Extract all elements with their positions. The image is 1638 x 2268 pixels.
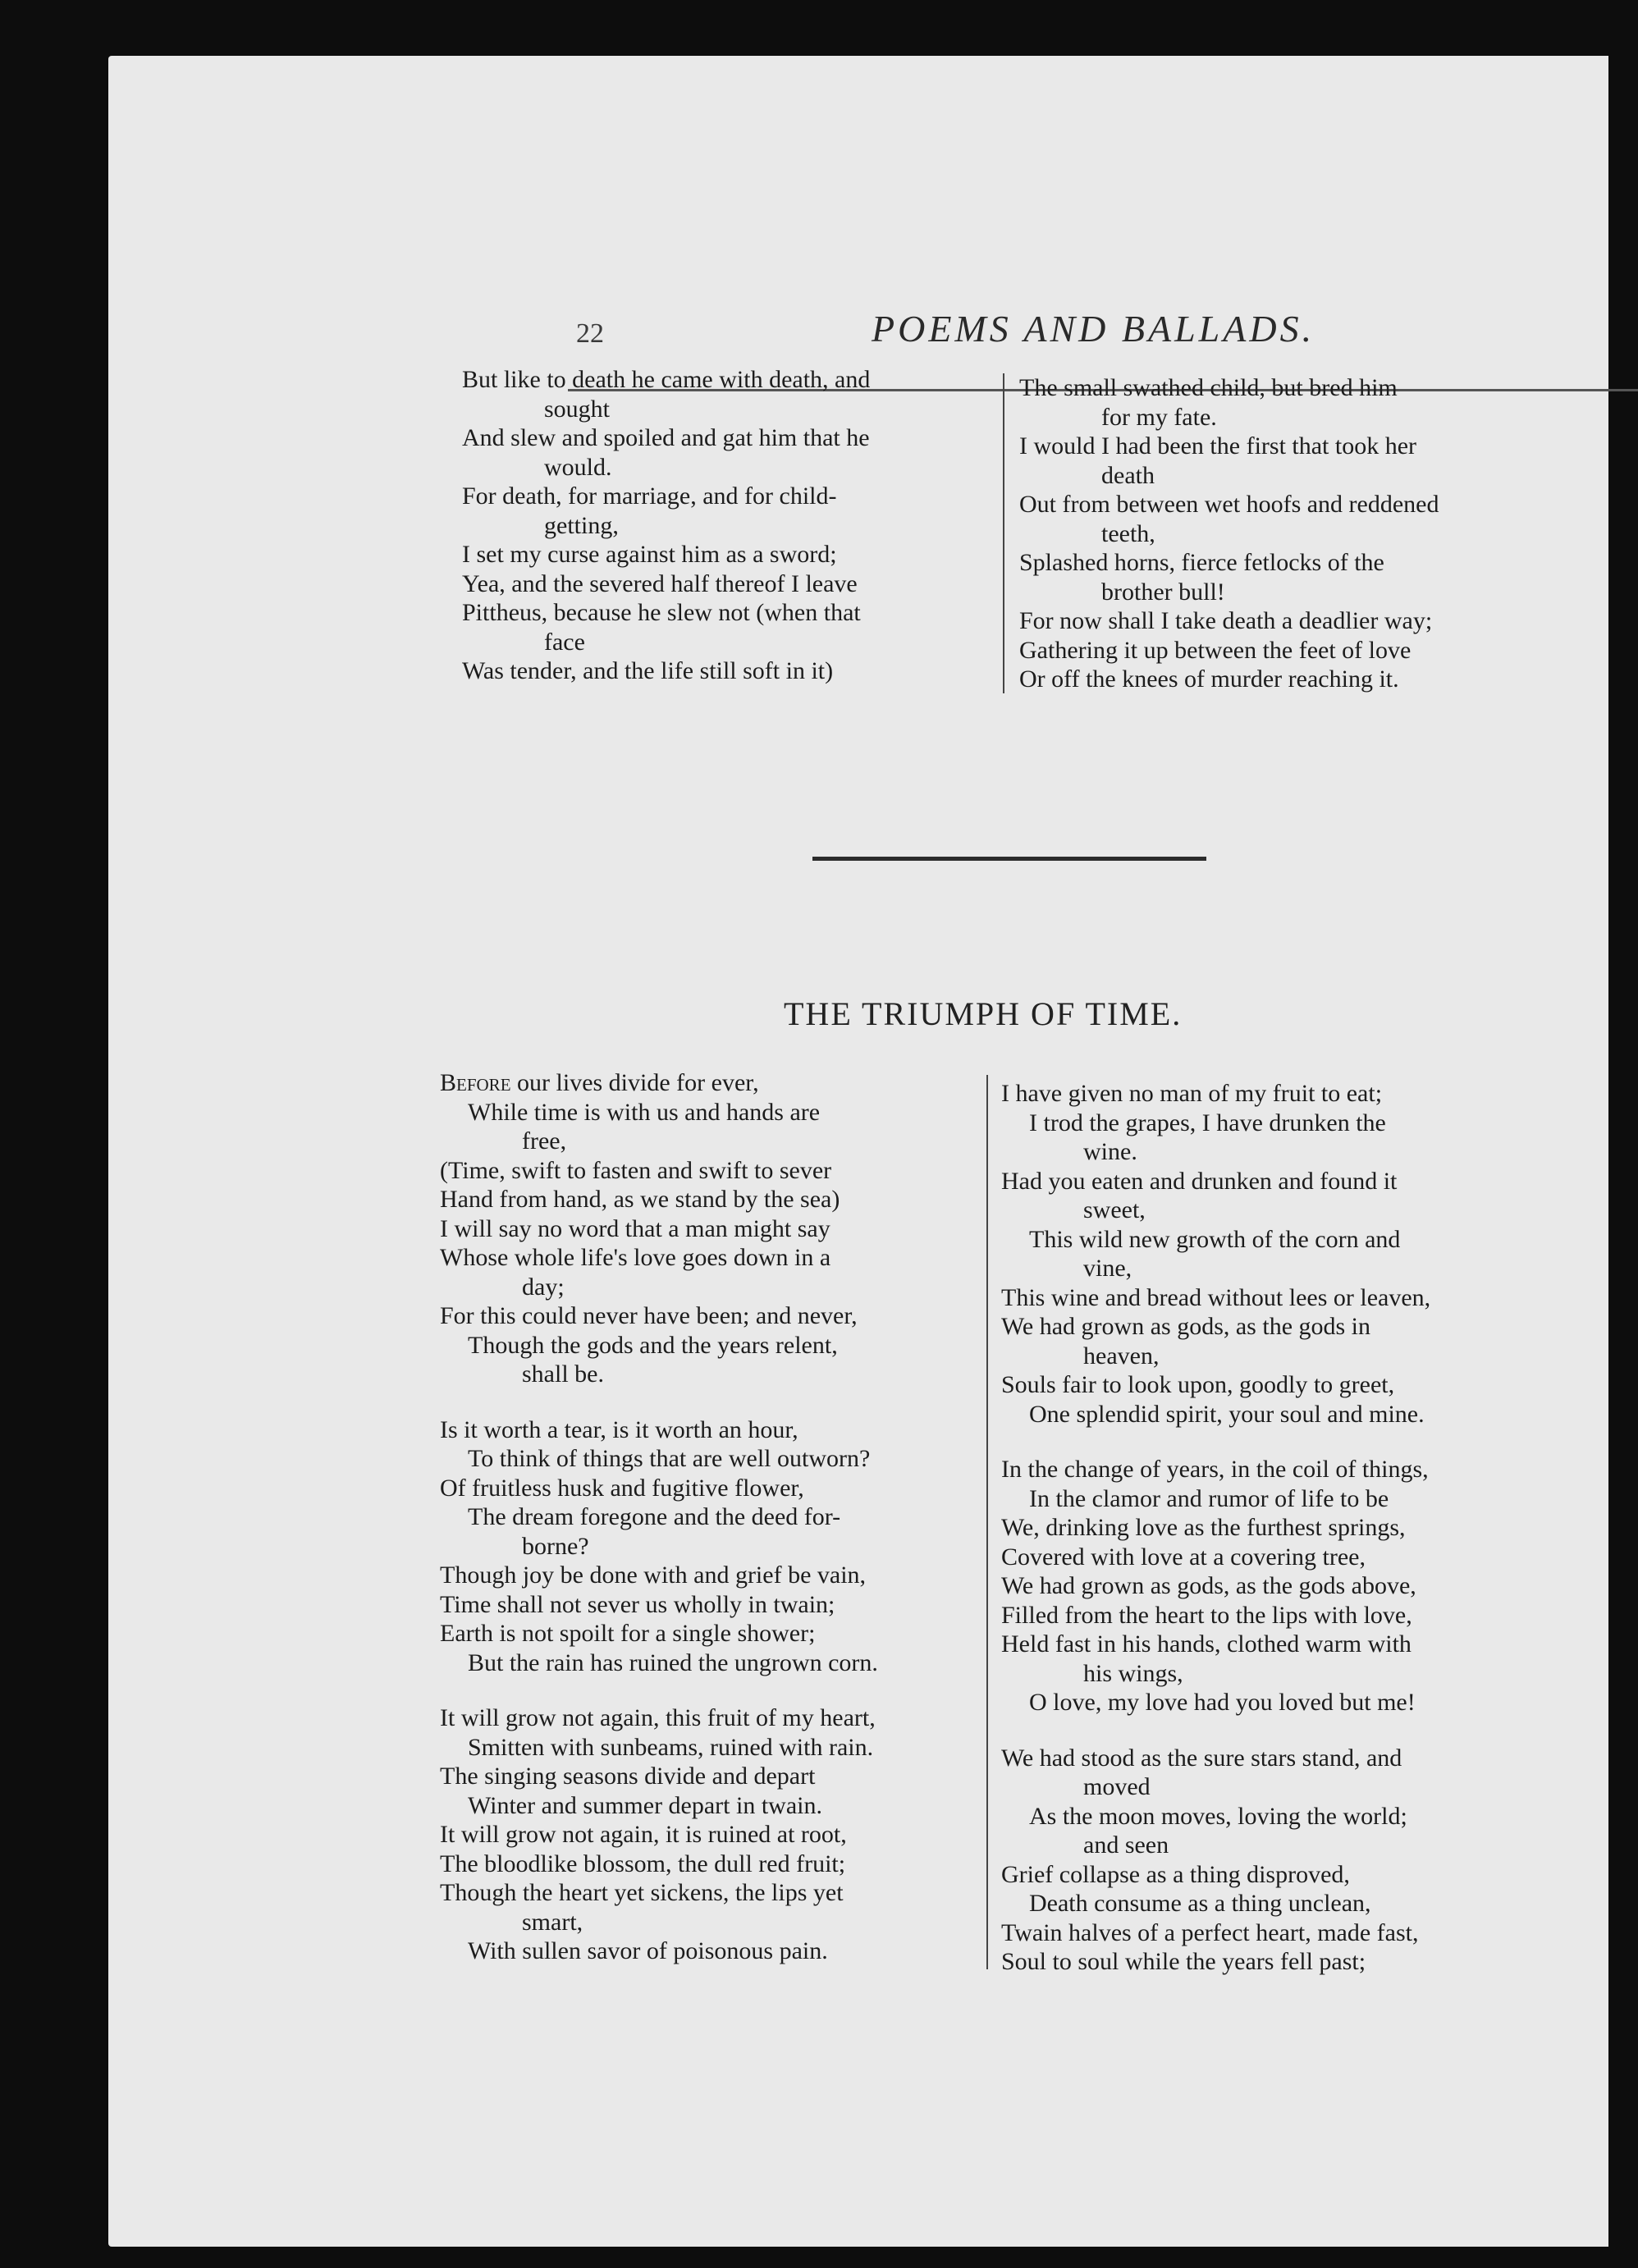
verse-text: Was tender, and the life still soft in it) bbox=[462, 657, 834, 684]
verse-line bbox=[462, 540, 987, 569]
verse-line bbox=[462, 423, 987, 453]
verse-text: wine. bbox=[1083, 1138, 1137, 1165]
verse-line bbox=[1019, 461, 1561, 491]
running-title: POEMS AND BALLADS. bbox=[872, 308, 1315, 350]
verse-text: Filled from the heart to the lips with love, bbox=[1001, 1601, 1412, 1629]
verse-line bbox=[440, 1444, 981, 1474]
verse-text: Earth is not spoilt for a single shower; bbox=[440, 1620, 816, 1647]
verse-text: Death consume as a thing unclean, bbox=[1029, 1890, 1371, 1917]
verse-text: We had grown as gods, as the gods in bbox=[1001, 1313, 1371, 1340]
verse-text: Is it worth a tear, is it worth an hour, bbox=[440, 1415, 798, 1443]
verse-line bbox=[1001, 1601, 1559, 1630]
verse-line bbox=[440, 1415, 981, 1445]
verse-text: Out from between wet hoofs and reddened bbox=[1019, 491, 1439, 518]
verse-text: sweet, bbox=[1083, 1196, 1146, 1223]
verse-line bbox=[1001, 1196, 1559, 1225]
verse-text: Soul to soul while the years fell past; bbox=[1001, 1948, 1366, 1975]
verse-line bbox=[1001, 1167, 1559, 1196]
verse-line bbox=[1001, 1455, 1559, 1484]
verse-text: (Time, swift to fasten and swift to sever bbox=[440, 1156, 832, 1184]
verse-line bbox=[1019, 606, 1561, 636]
verse-text: We had grown as gods, as the gods above, bbox=[1001, 1572, 1416, 1599]
verse-line bbox=[440, 1214, 981, 1244]
verse-text: day; bbox=[522, 1273, 565, 1301]
verse-line bbox=[1019, 578, 1561, 607]
verse-line bbox=[1001, 1889, 1559, 1918]
verse-line bbox=[1019, 519, 1561, 549]
verse-line bbox=[1001, 1688, 1559, 1717]
verse-line bbox=[1019, 403, 1561, 432]
verse-text: Splashed horns, fierce fetlocks of the bbox=[1019, 549, 1384, 576]
verse-line bbox=[462, 395, 987, 424]
verse-text: and seen bbox=[1083, 1831, 1169, 1859]
verse-line bbox=[440, 1561, 981, 1590]
verse-text: Pittheus, because he slew not (when that bbox=[462, 599, 861, 626]
verse-line bbox=[1019, 373, 1561, 403]
poem-column-divider bbox=[986, 1075, 988, 1969]
verse-line bbox=[1001, 1137, 1559, 1167]
page-header bbox=[469, 267, 1638, 350]
verse-text: Yea, and the severed half thereof I leave bbox=[462, 569, 858, 597]
verse-line bbox=[440, 1127, 981, 1156]
page-number: 22 bbox=[576, 318, 604, 349]
poem-title: THE TRIUMPH OF TIME. bbox=[784, 995, 1183, 1032]
verse-line bbox=[1001, 1831, 1559, 1860]
verse-text: This wine and bread without lees or leaven, bbox=[1001, 1283, 1431, 1311]
verse-text: To think of things that are well outworn? bbox=[468, 1445, 871, 1472]
verse-line bbox=[440, 1820, 981, 1850]
verse-line bbox=[1001, 1079, 1559, 1109]
verse-line bbox=[440, 1185, 981, 1214]
verse-line bbox=[462, 482, 987, 511]
verse-line bbox=[1001, 1659, 1559, 1689]
verse-line bbox=[440, 1733, 981, 1763]
verse-line bbox=[440, 1360, 981, 1389]
verse-line bbox=[440, 1648, 981, 1678]
verse-line bbox=[1019, 665, 1561, 694]
verse-text: I would I had been the first that took her bbox=[1019, 432, 1417, 460]
verse-line bbox=[440, 1502, 981, 1532]
verse-text: The dream foregone and the deed for- bbox=[468, 1503, 841, 1530]
drop-word: Before bbox=[440, 1069, 511, 1096]
verse-text: Though joy be done with and grief be vain, bbox=[440, 1562, 867, 1589]
verse-line bbox=[440, 1273, 981, 1302]
verse-text: heaven, bbox=[1083, 1342, 1160, 1369]
verse-text: Hand from hand, as we stand by the sea) bbox=[440, 1186, 840, 1213]
verse-text: Time shall not sever us wholly in twain; bbox=[440, 1590, 835, 1618]
verse-text: I set my curse against him as a sword; bbox=[462, 541, 837, 568]
verse-line bbox=[1001, 1860, 1559, 1890]
poem-right-column bbox=[1001, 1079, 1559, 1977]
verse-text: Had you eaten and drunken and found it bbox=[1001, 1167, 1398, 1195]
section-rule bbox=[812, 857, 1206, 861]
verse-text: free, bbox=[522, 1127, 567, 1155]
verse-line bbox=[1001, 1109, 1559, 1138]
verse-text: death bbox=[1101, 461, 1155, 489]
verse-text: For this could never have been; and never, bbox=[440, 1302, 858, 1329]
verse-line bbox=[462, 511, 987, 541]
verse-line bbox=[440, 1156, 981, 1186]
verse-line bbox=[1001, 1312, 1559, 1342]
verse-text: As the moon moves, loving the world; bbox=[1029, 1802, 1407, 1830]
column-divider bbox=[1003, 373, 1004, 693]
verse-line bbox=[440, 1331, 981, 1360]
verse-text: Of fruitless husk and fugitive flower, bbox=[440, 1474, 804, 1502]
verse-line bbox=[1019, 490, 1561, 519]
verse-line bbox=[440, 1301, 981, 1331]
verse-line bbox=[1001, 1947, 1559, 1977]
verse-text: getting, bbox=[544, 511, 619, 539]
verse-line bbox=[1001, 1484, 1559, 1514]
verse-text: We, drinking love as the furthest springs, bbox=[1001, 1514, 1406, 1541]
verse-text: Covered with love at a covering tree, bbox=[1001, 1543, 1366, 1571]
verse-text: We had stood as the sure stars stand, and bbox=[1001, 1744, 1402, 1772]
verse-line bbox=[440, 1703, 981, 1733]
verse-line bbox=[1001, 1513, 1559, 1543]
stanza-gap bbox=[440, 1389, 981, 1415]
stanza-gap bbox=[1001, 1429, 1559, 1455]
verse-text: shall be. bbox=[522, 1360, 604, 1388]
verse-line bbox=[1001, 1772, 1559, 1802]
stanza-gap bbox=[440, 1677, 981, 1703]
verse-text: With sullen savor of poisonous pain. bbox=[468, 1937, 828, 1964]
verse-text: Winter and summer depart in twain. bbox=[468, 1791, 822, 1819]
top-left-column bbox=[462, 365, 987, 686]
verse-line bbox=[440, 1762, 981, 1791]
verse-line bbox=[440, 1878, 981, 1908]
verse-line bbox=[1001, 1225, 1559, 1255]
verse-line bbox=[440, 1619, 981, 1648]
verse-line bbox=[1001, 1630, 1559, 1659]
verse-line bbox=[440, 1243, 981, 1273]
verse-line bbox=[462, 453, 987, 482]
verse-line bbox=[1019, 636, 1561, 665]
verse-text: brother bull! bbox=[1101, 578, 1225, 606]
verse-text: Held fast in his hands, clothed warm with bbox=[1001, 1630, 1412, 1658]
verse-text: would. bbox=[544, 453, 612, 481]
verse-text: The bloodlike blossom, the dull red fruit; bbox=[440, 1850, 846, 1877]
verse-line bbox=[440, 1474, 981, 1503]
verse-line bbox=[440, 1532, 981, 1562]
verse-line bbox=[1001, 1918, 1559, 1948]
verse-line bbox=[440, 1791, 981, 1821]
verse-line bbox=[440, 1098, 981, 1127]
verse-text: For now shall I take death a deadlier way; bbox=[1019, 607, 1433, 634]
verse-text: The small swathed child, but bred him bbox=[1019, 374, 1398, 401]
verse-text: sought bbox=[544, 395, 611, 423]
verse-text: face bbox=[544, 628, 585, 656]
verse-line bbox=[1001, 1571, 1559, 1601]
verse-line bbox=[462, 598, 987, 628]
verse-text: It will grow not again, this fruit of my heart, bbox=[440, 1704, 876, 1731]
verse-line bbox=[440, 1850, 981, 1879]
verse-line bbox=[1001, 1802, 1559, 1831]
verse-text: But the rain has ruined the ungrown corn. bbox=[468, 1648, 878, 1676]
verse-line bbox=[462, 365, 987, 395]
verse-text: For death, for marriage, and for child- bbox=[462, 482, 837, 510]
verse-text: borne? bbox=[522, 1532, 589, 1560]
verse-text: smart, bbox=[522, 1908, 583, 1936]
verse-text: teeth, bbox=[1101, 519, 1155, 547]
verse-text: In the change of years, in the coil of things, bbox=[1001, 1456, 1429, 1483]
verse-text: our lives divide for ever, bbox=[510, 1069, 759, 1096]
verse-text: Grief collapse as a thing disproved, bbox=[1001, 1860, 1350, 1888]
verse-text: One splendid spirit, your soul and mine. bbox=[1029, 1400, 1425, 1428]
verse-line bbox=[1001, 1283, 1559, 1313]
verse-line bbox=[1001, 1254, 1559, 1283]
verse-text: O love, my love had you loved but me! bbox=[1029, 1689, 1416, 1716]
verse-line bbox=[440, 1068, 981, 1098]
stanza-gap bbox=[1001, 1717, 1559, 1744]
verse-text: This wild new growth of the corn and bbox=[1029, 1225, 1401, 1253]
verse-line bbox=[1001, 1342, 1559, 1371]
verse-text: his wings, bbox=[1083, 1659, 1183, 1687]
verse-line bbox=[462, 656, 987, 686]
verse-line bbox=[1001, 1400, 1559, 1429]
verse-text: Though the gods and the years relent, bbox=[468, 1331, 838, 1359]
verse-text: Whose whole life's love goes down in a bbox=[440, 1244, 831, 1271]
verse-text: I will say no word that a man might say bbox=[440, 1214, 830, 1242]
top-right-column bbox=[1019, 373, 1561, 694]
verse-text: Or off the knees of murder reaching it. bbox=[1019, 665, 1399, 693]
verse-line bbox=[462, 569, 987, 599]
verse-line bbox=[440, 1908, 981, 1937]
verse-line bbox=[1001, 1543, 1559, 1572]
verse-text: While time is with us and hands are bbox=[468, 1098, 821, 1126]
verse-text: Though the heart yet sickens, the lips yet bbox=[440, 1879, 844, 1906]
verse-text: moved bbox=[1083, 1773, 1151, 1800]
verse-line bbox=[1001, 1370, 1559, 1400]
verse-line bbox=[1001, 1744, 1559, 1773]
verse-text: I have given no man of my fruit to eat; bbox=[1001, 1080, 1383, 1107]
poem-left-column bbox=[440, 1068, 981, 1966]
verse-line bbox=[462, 628, 987, 657]
verse-line bbox=[440, 1936, 981, 1966]
verse-text: It will grow not again, it is ruined at root, bbox=[440, 1821, 847, 1848]
verse-line bbox=[1019, 432, 1561, 461]
verse-text: vine, bbox=[1083, 1255, 1132, 1282]
verse-text: Smitten with sunbeams, ruined with rain. bbox=[468, 1733, 874, 1761]
verse-text: Twain halves of a perfect heart, made fast, bbox=[1001, 1918, 1419, 1946]
verse-text: But like to death he came with death, and bbox=[462, 366, 871, 393]
verse-text: for my fate. bbox=[1101, 403, 1217, 431]
verse-line bbox=[440, 1590, 981, 1620]
verse-text: The singing seasons divide and depart bbox=[440, 1763, 816, 1790]
verse-line bbox=[1019, 548, 1561, 578]
verse-text: Souls fair to look upon, goodly to greet, bbox=[1001, 1371, 1395, 1398]
verse-text: And slew and spoiled and gat him that he bbox=[462, 424, 870, 451]
verse-text: In the clamor and rumor of life to be bbox=[1029, 1484, 1389, 1512]
verse-text: I trod the grapes, I have drunken the bbox=[1029, 1109, 1386, 1136]
verse-text: Gathering it up between the feet of love bbox=[1019, 636, 1412, 664]
